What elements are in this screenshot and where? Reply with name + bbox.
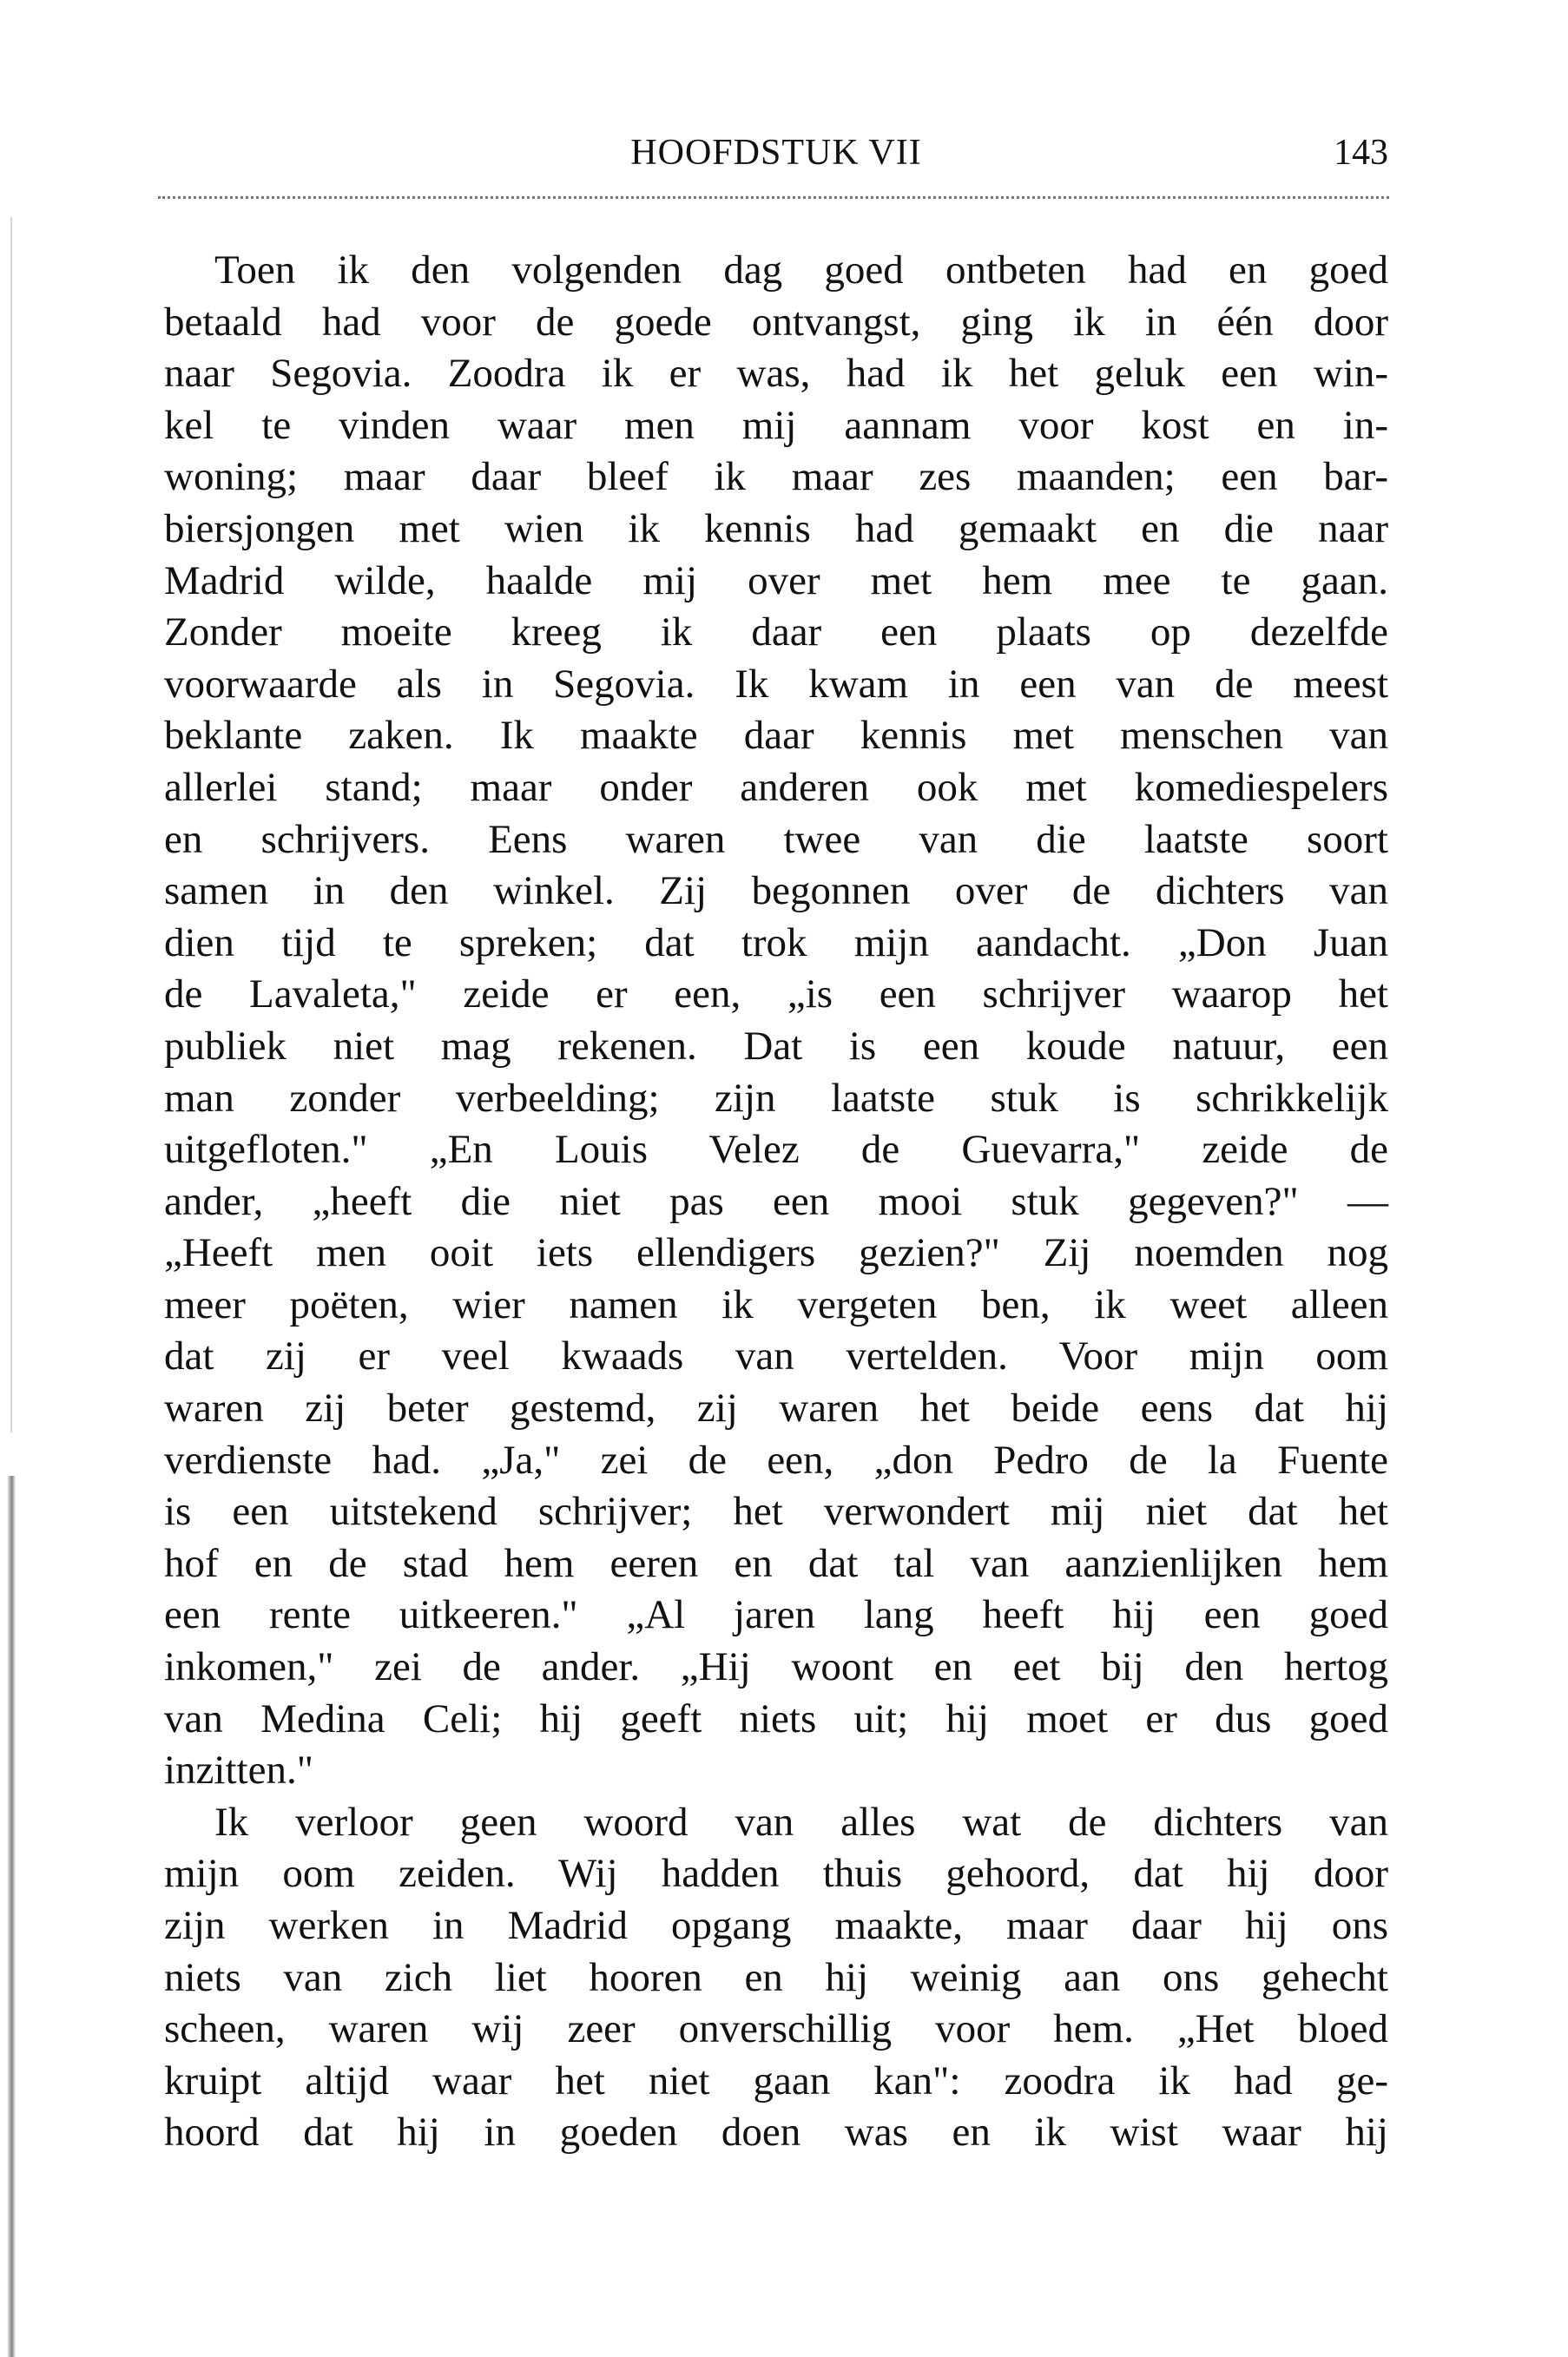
- text-line: hoord dat hij in goeden doen was en ik wist waar hij: [164, 2110, 1388, 2156]
- text-line: scheen, waren wij zeer onverschillig voor hem. „Het bloed: [164, 2006, 1388, 2052]
- text-line: mijn oom zeiden. Wij hadden thuis gehoord, dat hij door: [164, 1851, 1388, 1897]
- text-line: allerlei stand; maar onder anderen ook met komediespelers: [164, 764, 1388, 810]
- text-line: niets van zich liet hooren en hij weinig aan ons gehecht: [164, 1954, 1388, 2000]
- text-line: biersjongen met wien ik kennis had gemaakt en die naar: [164, 505, 1388, 551]
- text-line: verdienste had. „Ja," zei de een, „don Pedro de la Fuente: [164, 1437, 1388, 1483]
- text-line: man zonder verbeelding; zijn laatste stuk is schrikkelijk: [164, 1075, 1388, 1121]
- text-line: Toen ik den volgenden dag goed ontbeten had en goed: [214, 247, 1388, 293]
- running-header: [164, 132, 1388, 181]
- text-line: Zonder moeite kreeg ik daar een plaats op dezelfde: [164, 609, 1388, 655]
- scan-binding-shadow: [7, 1476, 16, 2357]
- text-line: betaald had voor de goede ontvangst, ging ik in één door: [164, 299, 1388, 345]
- chapter-title: HOOFDSTUK VII: [630, 133, 922, 173]
- text-line: een rente uitkeeren." „Al jaren lang heeft hij een goed: [164, 1592, 1388, 1638]
- header-dotted-rule: [158, 196, 1389, 199]
- text-line: inzitten.": [164, 1748, 313, 1794]
- text-line: uitgefloten." „En Louis Velez de Guevarra," zeide de: [164, 1127, 1388, 1173]
- text-line: ander, „heeft die niet pas een mooi stuk gegeven?" —: [164, 1178, 1388, 1224]
- text-line: van Medina Celi; hij geeft niets uit; hij moet er dus goed: [164, 1695, 1388, 1741]
- text-line: inkomen," zei de ander. „Hij woont en eet bij den hertog: [164, 1644, 1388, 1690]
- scan-edge-mark: [10, 217, 12, 1432]
- text-line: samen in den winkel. Zij begonnen over de dichters van: [164, 868, 1388, 914]
- text-line: is een uitstekend schrijver; het verwondert mij niet dat het: [164, 1489, 1388, 1535]
- text-line: dat zij er veel kwaads van vertelden. Voor mijn oom: [164, 1333, 1388, 1379]
- page-number: 143: [1334, 133, 1388, 173]
- body-text: [164, 245, 1388, 2159]
- text-line: naar Segovia. Zoodra ik er was, had ik het geluk een win-: [164, 351, 1388, 397]
- text-line: Ik verloor geen woord van alles wat de dichters van: [214, 1799, 1388, 1845]
- text-line: dien tijd te spreken; dat trok mijn aandacht. „Don Juan: [164, 919, 1388, 965]
- text-line: Madrid wilde, haalde mij over met hem mee te gaan.: [164, 557, 1388, 603]
- text-line: beklante zaken. Ik maakte daar kennis met menschen van: [164, 713, 1388, 759]
- text-line: hof en de stad hem eeren en dat tal van aanzienlijken hem: [164, 1540, 1388, 1586]
- text-line: „Heeft men ooit iets ellendigers gezien?" Zij noemden nog: [164, 1230, 1388, 1276]
- text-line: waren zij beter gestemd, zij waren het beide eens dat hij: [164, 1386, 1388, 1432]
- text-line: woning; maar daar bleef ik maar zes maanden; een bar-: [164, 454, 1388, 500]
- text-line: en schrijvers. Eens waren twee van die laatste soort: [164, 816, 1388, 862]
- text-line: meer poëten, wier namen ik vergeten ben, ik weet alleen: [164, 1281, 1388, 1327]
- text-line: kel te vinden waar men mij aannam voor kost en in-: [164, 402, 1388, 448]
- text-line: publiek niet mag rekenen. Dat is een koude natuur, een: [164, 1023, 1388, 1069]
- text-line: de Lavaleta," zeide er een, „is een schrijver waarop het: [164, 971, 1388, 1017]
- text-line: voorwaarde als in Segovia. Ik kwam in een van de meest: [164, 661, 1388, 707]
- text-line: zijn werken in Madrid opgang maakte, maar daar hij ons: [164, 1903, 1388, 1948]
- text-line: kruipt altijd waar het niet gaan kan": zoodra ik had ge-: [164, 2057, 1388, 2104]
